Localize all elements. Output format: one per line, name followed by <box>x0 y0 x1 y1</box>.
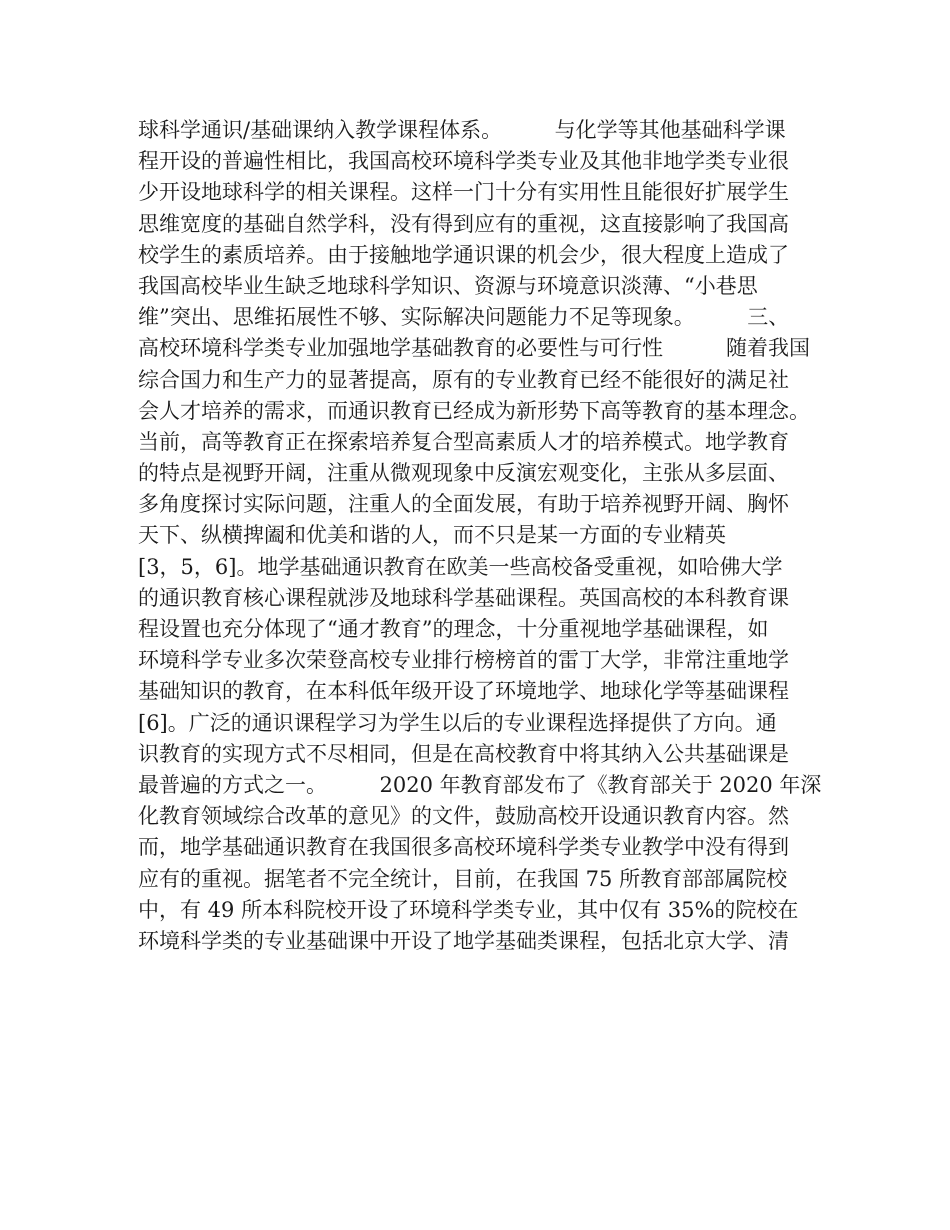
text-line: 中，有 49 所本科院校开设了环境科学类专业，其中仅有 35%的院校在 <box>138 897 799 922</box>
text-line: 的特点是视野开阔，注重从微观现象中反演宏观变化，主张从多层面、 <box>138 461 789 486</box>
text-line: 球科学通识/基础课纳入教学课程体系。 与化学等其他基础科学课 <box>138 118 786 142</box>
text-line: 程设置也充分体现了“通才教育”的理念，十分重视地学基础课程，如 <box>138 617 769 641</box>
text-line: 基础知识的教育，在本科低年级开设了环境地学、地球化学等基础课程 <box>138 679 789 704</box>
text-line: 多角度探讨实际问题，注重人的全面发展，有助于培养视野开阔、胸怀 <box>138 492 789 517</box>
text-line: 化教育领域综合改革的意见》的文件，鼓励高校开设通识教育内容。然 <box>138 804 789 829</box>
text-line: 高校环境科学类专业加强地学基础教育的必要性与可行性 随着我国 <box>138 336 810 361</box>
text-line: [3，5，6]。地学基础通识教育在欧美一些高校备受重视，如哈佛大学 <box>138 554 783 579</box>
text-line: 最普遍的方式之一。 2020 年教育部发布了《教育部关于 2020 年深 <box>138 772 822 797</box>
text-line: 环境科学专业多次荣登高校专业排行榜榜首的雷丁大学，非常注重地学 <box>138 648 789 673</box>
text-line: 少开设地球科学的相关课程。这样一门十分有实用性且能很好扩展学生 <box>138 180 789 205</box>
text-line: 的通识教育核心课程就涉及地球科学基础课程。英国高校的本科教育课 <box>138 585 789 610</box>
body-text <box>138 115 828 957</box>
text-line: 维”突出、思维拓展性不够、实际解决问题能力不足等现象。 三、 <box>138 305 790 330</box>
text-line: 环境科学类的专业基础课中开设了地学基础类课程，包括北京大学、清 <box>138 928 789 953</box>
text-line: [6]。广泛的通识课程学习为学生以后的专业课程选择提供了方向。通 <box>138 710 777 735</box>
text-line: 会人才培养的需求，而通识教育已经成为新形势下高等教育的基本理念。 <box>138 398 810 423</box>
text-line: 而，地学基础通识教育在我国很多高校环境科学类专业教学中没有得到 <box>138 835 789 860</box>
text-line: 程开设的普遍性相比，我国高校环境科学类专业及其他非地学类专业很 <box>138 149 789 174</box>
text-line: 综合国力和生产力的显著提高，原有的专业教育已经不能很好的满足社 <box>138 367 789 392</box>
text-line: 校学生的素质培养。由于接触地学通识课的机会少，很大程度上造成了 <box>138 242 789 267</box>
text-line: 当前，高等教育正在探索培养复合型高素质人才的培养模式。地学教育 <box>138 429 789 454</box>
text-line: 应有的重视。据笔者不完全统计，目前，在我国 75 所教育部部属院校 <box>138 866 788 891</box>
text-line: 我国高校毕业生缺乏地球科学知识、资源与环境意识淡薄、“小巷思 <box>138 273 758 298</box>
text-line: 天下、纵横捭阖和优美和谐的人，而不只是某一方面的专业精英 <box>138 523 726 548</box>
text-line: 识教育的实现方式不尽相同，但是在高校教育中将其纳入公共基础课是 <box>138 741 789 766</box>
text-line: 思维宽度的基础自然学科，没有得到应有的重视，这直接影响了我国高 <box>138 211 789 236</box>
